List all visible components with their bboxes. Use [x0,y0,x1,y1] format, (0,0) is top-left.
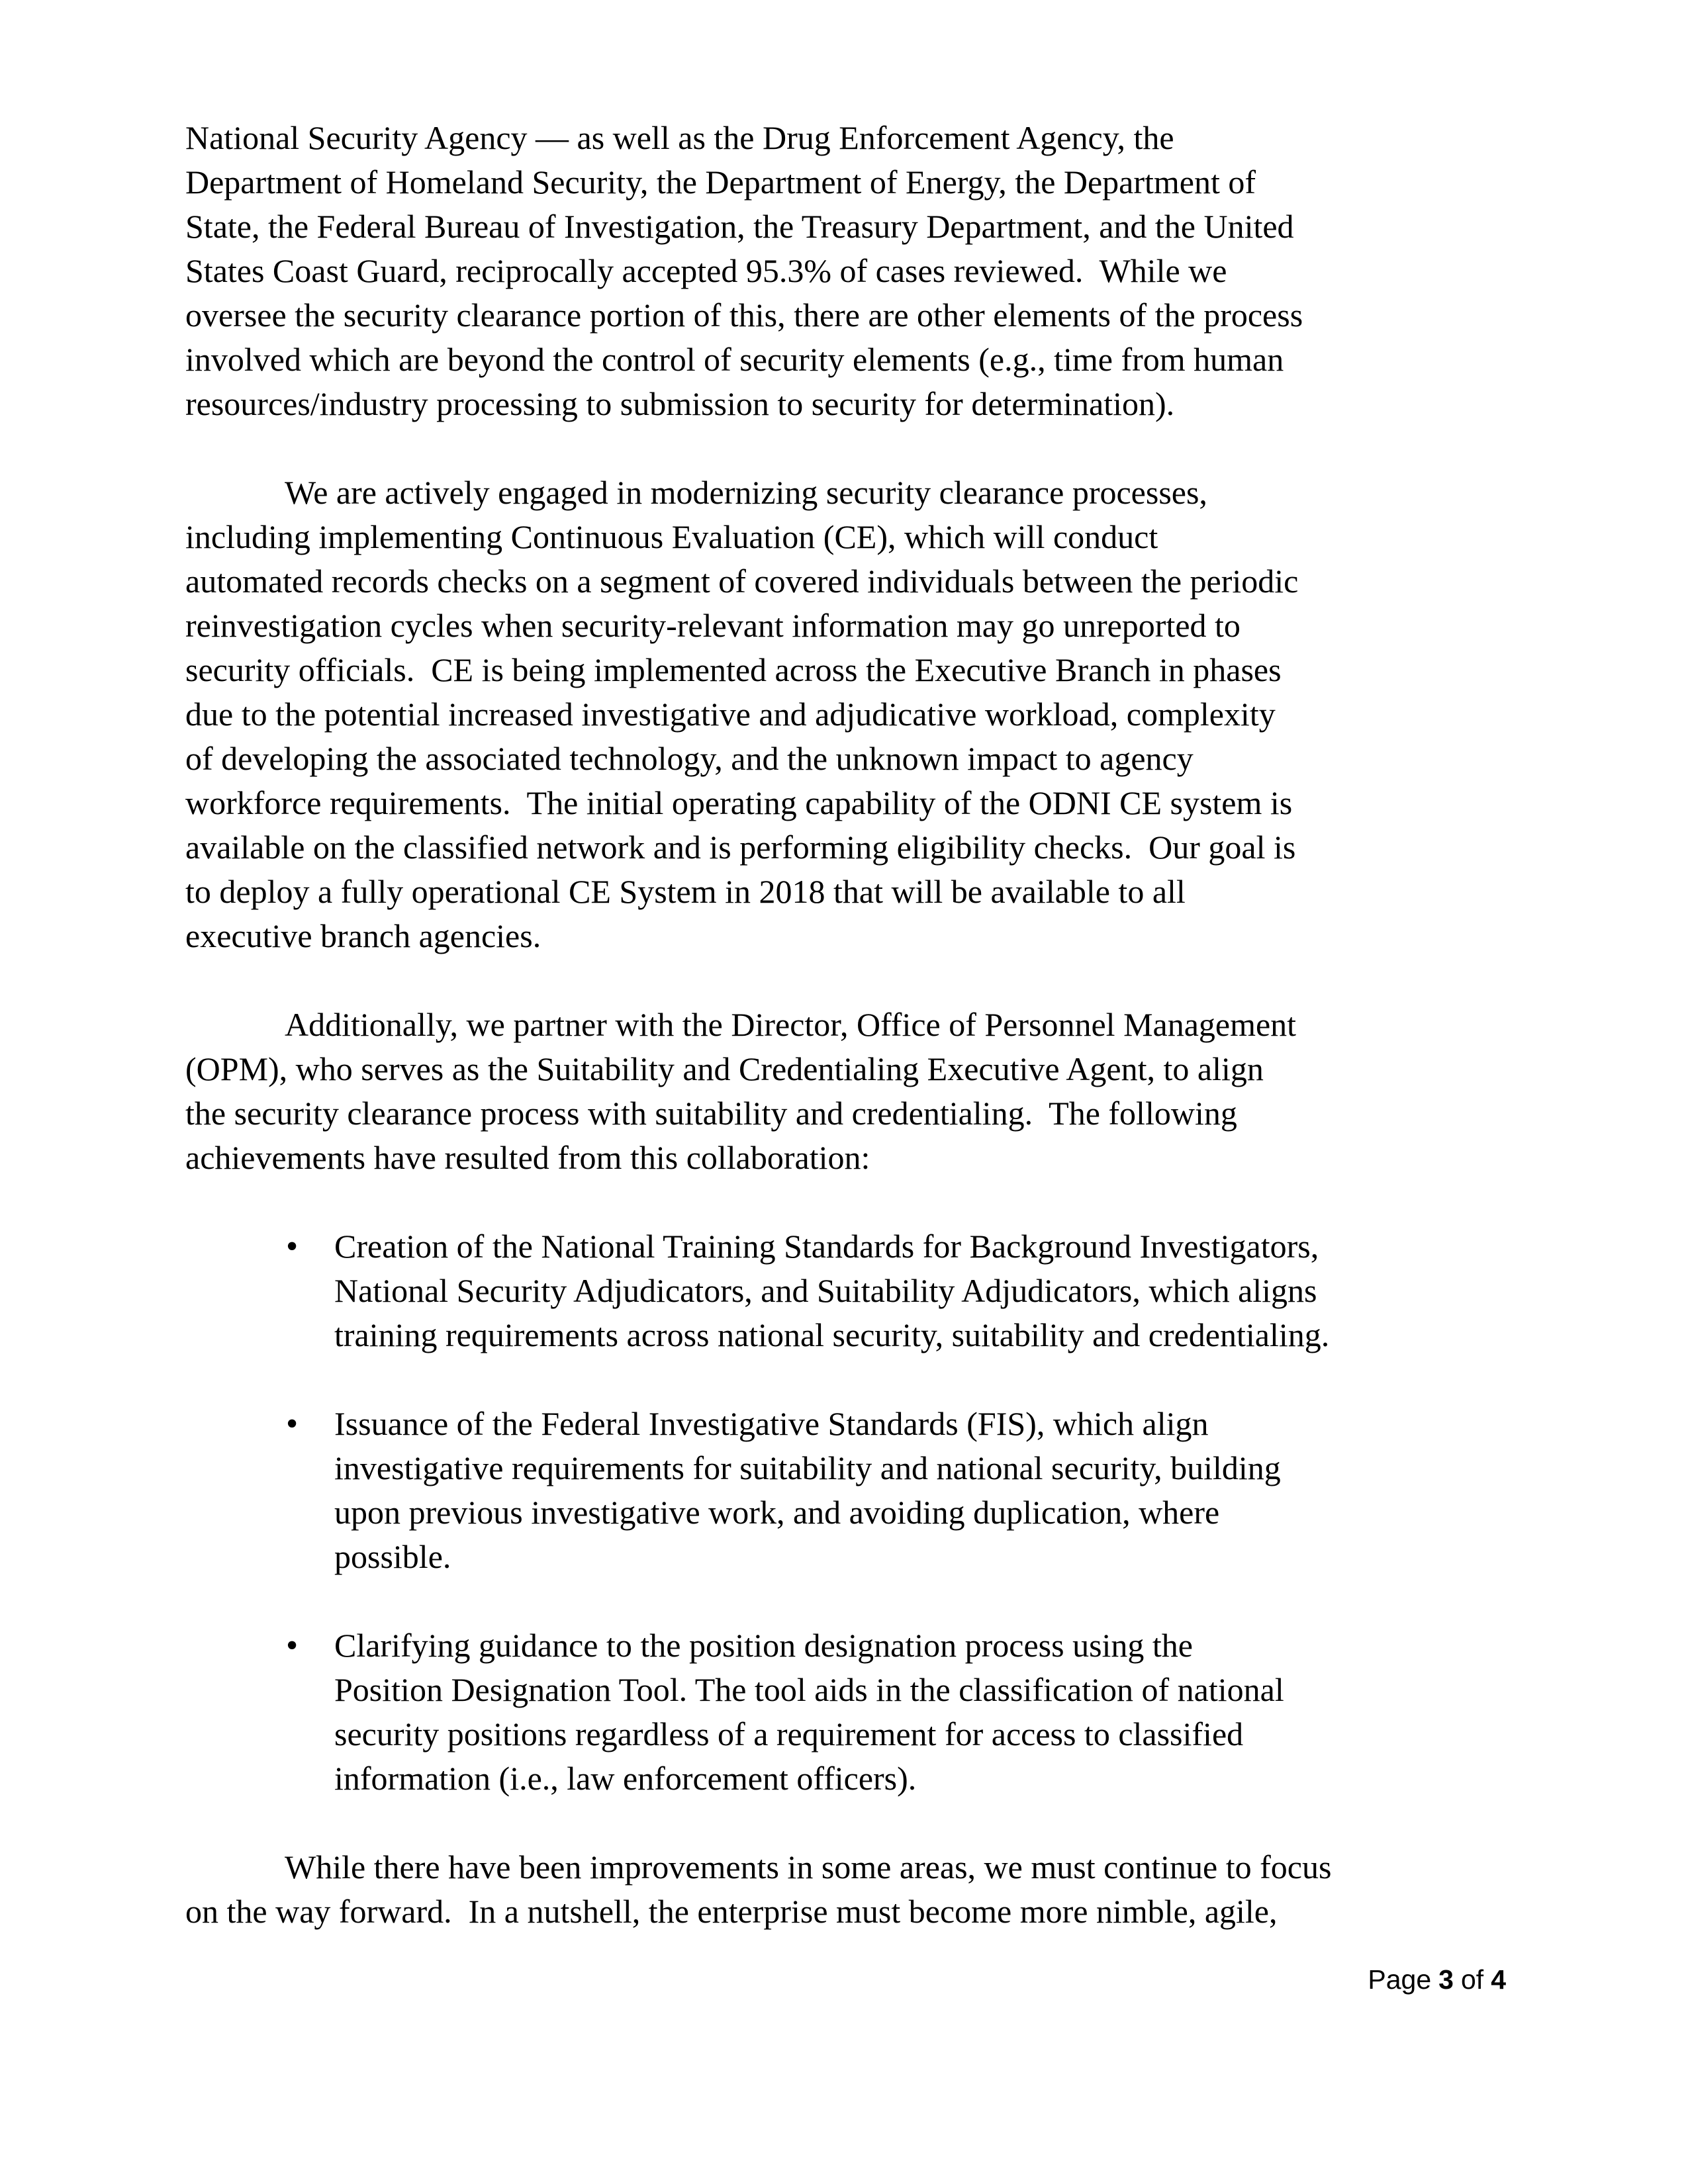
bullet-item-fis [185,1402,1511,1579]
text-line: We are actively engaged in modernizing security clearance processes, [285,474,1207,511]
text-line: executive branch agencies. [185,917,541,954]
paragraph-opm-partnership [185,1003,1511,1180]
text-line: due to the potential increased investigative and adjudicative workload, complexity [185,696,1276,733]
text-line: workforce requirements. The initial operating capability of the ODNI CE system is [185,784,1293,821]
text-line: Department of Homeland Security, the Department of Energy, the Department of [185,163,1256,201]
text-line: States Coast Guard, reciprocally accepted 95.3% of cases reviewed. While we [185,252,1227,289]
footer-page-number: 3 [1438,1964,1454,1995]
text-line: security positions regardless of a requirement for access to classified [334,1715,1244,1752]
paragraph-continued [185,116,1511,426]
text-line: information (i.e., law enforcement officers). [334,1760,917,1797]
text-line: including implementing Continuous Evaluation (CE), which will conduct [185,518,1158,555]
text-line: Issuance of the Federal Investigative Standards (FIS), which align [334,1405,1209,1442]
text-line: Clarifying guidance to the position designation process using the [334,1627,1193,1664]
text-line: resources/industry processing to submission to security for determination). [185,385,1175,422]
text-line: possible. [334,1538,451,1575]
footer-word-page: Page [1368,1964,1432,1995]
text-line: involved which are beyond the control of security elements (e.g., time from human [185,341,1284,378]
text-line: National Security Adjudicators, and Suitability Adjudicators, which aligns [334,1272,1317,1309]
page-footer [1368,1963,1506,1996]
text-line: State, the Federal Bureau of Investigation, the Treasury Department, and the United [185,208,1294,245]
text-line: upon previous investigative work, and avoiding duplication, where [334,1494,1220,1531]
bullet-icon: • [286,1627,299,1664]
text-line: Additionally, we partner with the Director, Office of Personnel Management [285,1006,1297,1043]
paragraph-modernizing [185,471,1511,958]
text-line: (OPM), who serves as the Suitability and Credentialing Executive Agent, to align [185,1050,1264,1087]
bullet-icon: • [286,1405,299,1443]
text-line: Position Designation Tool. The tool aids in the classification of national [334,1671,1284,1708]
footer-word-of: of [1460,1964,1484,1995]
paragraph-way-forward [185,1845,1511,1934]
text-line: security officials. CE is being implemented across the Executive Branch in phases [185,651,1282,688]
text-line: reinvestigation cycles when security-relevant information may go unreported to [185,607,1241,644]
text-line: While there have been improvements in some areas, we must continue to focus [285,1848,1332,1886]
footer-total-pages: 4 [1491,1964,1506,1995]
text-line: available on the classified network and is performing eligibility checks. Our goal is [185,829,1296,866]
text-line: National Security Agency — as well as the Drug Enforcement Agency, the [185,119,1174,156]
text-line: automated records checks on a segment of covered individuals between the periodic [185,563,1299,600]
text-line: oversee the security clearance portion of this, there are other elements of the process [185,296,1303,334]
text-line: on the way forward. In a nutshell, the enterprise must become more nimble, agile, [185,1893,1278,1930]
text-line: investigative requirements for suitability and national security, building [334,1449,1281,1486]
text-line: to deploy a fully operational CE System in 2018 that will be available to all [185,873,1186,910]
text-line: of developing the associated technology, and the unknown impact to agency [185,740,1194,777]
bullet-item-training-standards [185,1224,1511,1357]
bullet-item-position-designation [185,1623,1511,1801]
text-line: the security clearance process with suitability and credentialing. The following [185,1095,1237,1132]
bullet-icon: • [286,1228,299,1265]
text-line: training requirements across national security, suitability and credentialing. [334,1316,1330,1353]
text-line: Creation of the National Training Standards for Background Investigators, [334,1228,1319,1265]
text-line: achievements have resulted from this collaboration: [185,1139,870,1176]
